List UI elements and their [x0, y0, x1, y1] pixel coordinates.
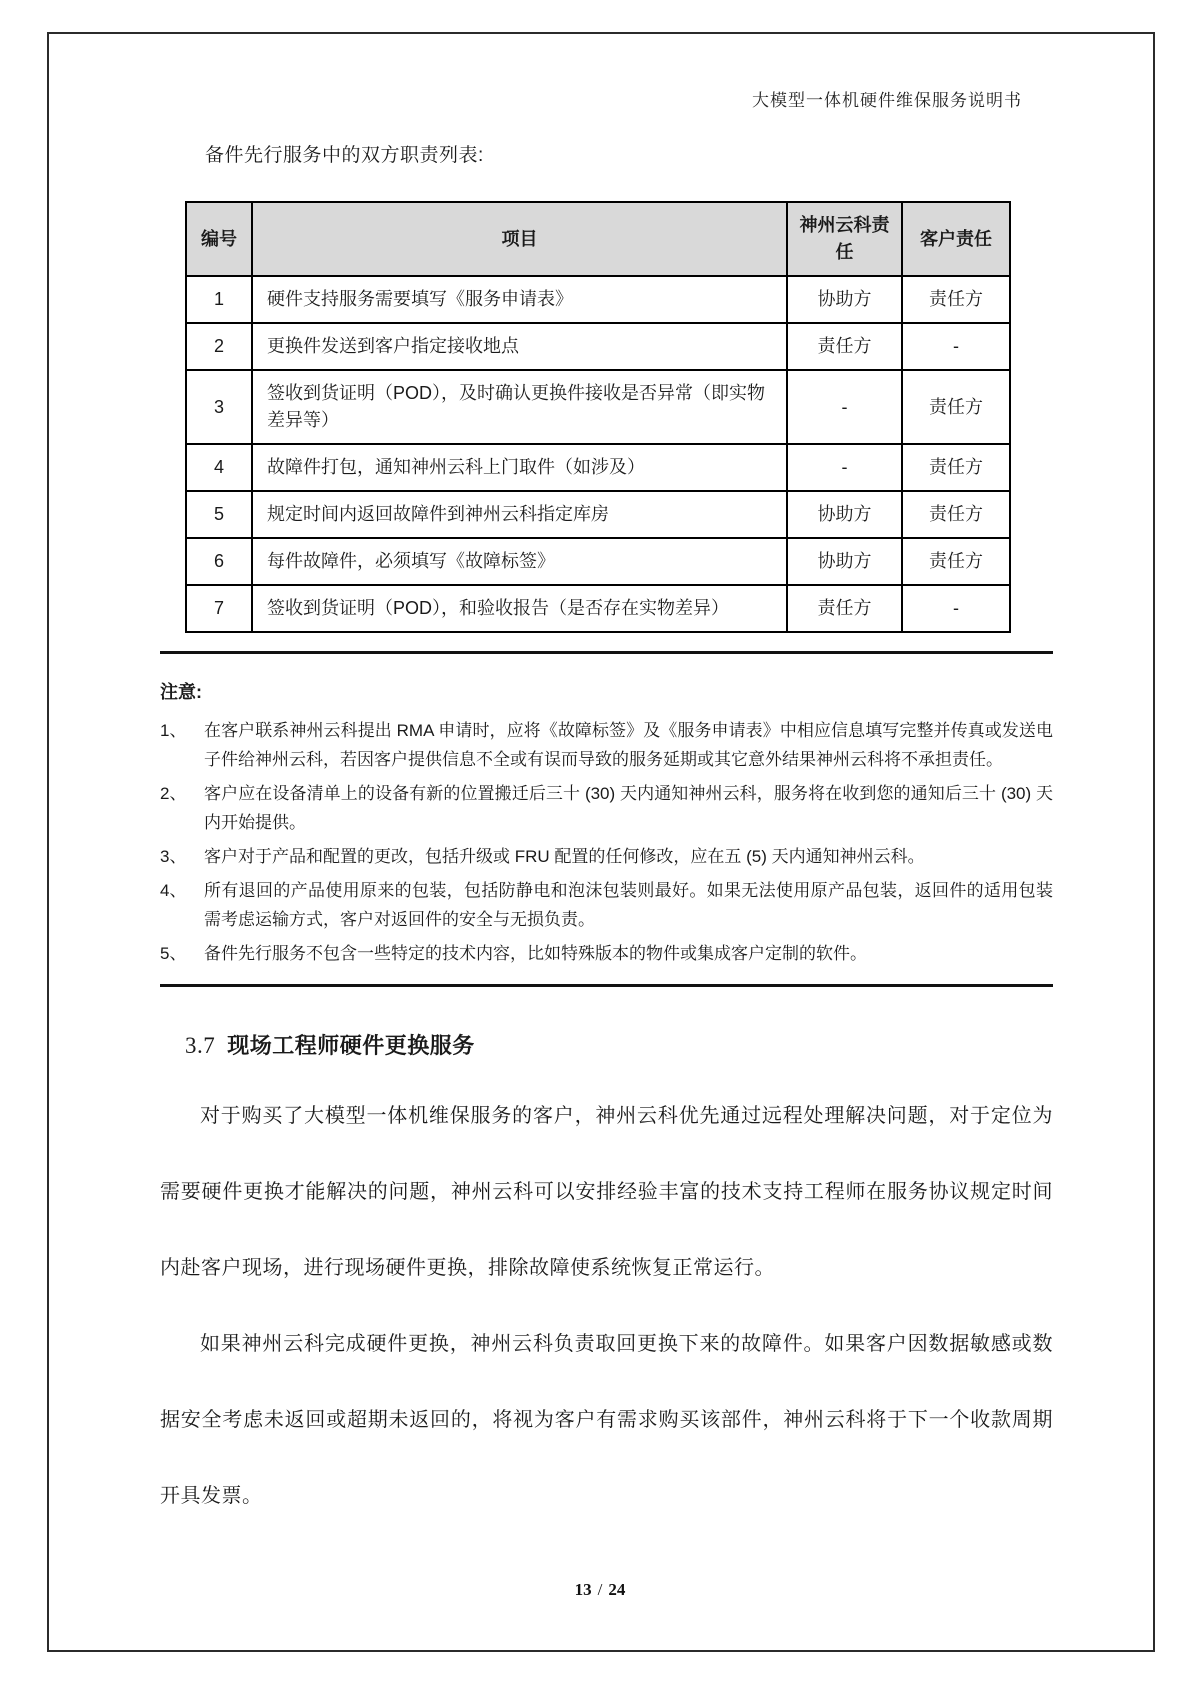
row-dyk-cell: 协助方 [787, 491, 902, 538]
row-dyk-cell: - [787, 370, 902, 444]
row-dyk-cell: 协助方 [787, 538, 902, 585]
total-page-count: 24 [608, 1580, 626, 1599]
row-item-cell: 规定时间内返回故障件到神州云科指定库房 [252, 491, 787, 538]
col-header-dyk-responsibility: 神州云科责任 [787, 202, 902, 276]
row-dyk-cell: - [787, 444, 902, 491]
note-item [160, 939, 1053, 968]
row-dyk-cell: 责任方 [787, 323, 902, 370]
row-item-cell: 每件故障件，必须填写《故障标签》 [252, 538, 787, 585]
row-customer-cell: - [902, 585, 1010, 632]
note-item-text: 备件先行服务不包含一些特定的技术内容，比如特殊版本的物件或集成客户定制的软件。 [204, 944, 867, 963]
table-row [186, 276, 1010, 323]
row-customer-cell: 责任方 [902, 370, 1010, 444]
row-dyk-cell: 责任方 [787, 585, 902, 632]
note-item-text: 客户对于产品和配置的更改，包括升级或 FRU 配置的任何修改，应在五 (5) 天内通知神州云科。 [204, 847, 925, 866]
table-row [186, 444, 1010, 491]
row-dyk-cell: 协助方 [787, 276, 902, 323]
table-row [186, 370, 1010, 444]
page-content [160, 140, 1053, 1534]
row-customer-cell: 责任方 [902, 538, 1010, 585]
note-item [160, 779, 1053, 837]
row-item-cell: 更换件发送到客户指定接收地点 [252, 323, 787, 370]
row-number-cell: 6 [186, 538, 252, 585]
col-header-customer-responsibility: 客户责任 [902, 202, 1010, 276]
note-item-number: 4、 [160, 881, 187, 900]
section-heading [185, 1029, 1053, 1060]
row-item-cell: 故障件打包，通知神州云科上门取件（如涉及） [252, 444, 787, 491]
note-item-number: 1、 [160, 721, 187, 740]
row-customer-cell: 责任方 [902, 491, 1010, 538]
row-customer-cell: 责任方 [902, 444, 1010, 491]
page-number-separator: / [597, 1580, 603, 1599]
divider-rule-top [160, 651, 1053, 654]
row-number-cell: 1 [186, 276, 252, 323]
note-item-number: 5、 [160, 944, 187, 963]
row-number-cell: 5 [186, 491, 252, 538]
note-item [160, 842, 1053, 871]
row-item-cell: 签收到货证明（POD），及时确认更换件接收是否异常（即实物差异等） [252, 370, 787, 444]
document-header-title: 大模型一体机硬件维保服务说明书 [752, 91, 1022, 110]
col-header-number: 编号 [186, 202, 252, 276]
table-header [186, 202, 1010, 276]
body-paragraph-1: 对于购买了大模型一体机维保服务的客户，神州云科优先通过远程处理解决问题，对于定位为需要硬件更换才能解决的问题，神州云科可以安排经验丰富的技术支持工程师在服务协议规定时间内赴客户现场，进行现场硬件更换，排除故障使系统恢复正常运行。 [160, 1105, 1053, 1279]
section-number: 3.7 [185, 1033, 216, 1058]
notes-list [160, 716, 1053, 968]
row-number-cell: 3 [186, 370, 252, 444]
note-item [160, 716, 1053, 774]
table-row [186, 538, 1010, 585]
row-number-cell: 2 [186, 323, 252, 370]
divider-rule-bottom [160, 984, 1053, 987]
body-paragraph-2: 如果神州云科完成硬件更换，神州云科负责取回更换下来的故障件。如果客户因数据敏感或数据安全考虑未返回或超期未返回的，将视为客户有需求购买该部件，神州云科将于下一个收款周期开具发票。 [160, 1333, 1053, 1507]
row-customer-cell: - [902, 323, 1010, 370]
row-number-cell: 4 [186, 444, 252, 491]
page-number-footer [0, 1580, 1200, 1600]
col-header-item: 项目 [252, 202, 787, 276]
row-customer-cell: 责任方 [902, 276, 1010, 323]
notes-label: 注意: [160, 682, 202, 702]
row-number-cell: 7 [186, 585, 252, 632]
note-item-number: 3、 [160, 847, 187, 866]
table-body [186, 276, 1010, 632]
note-item-number: 2、 [160, 784, 187, 803]
row-item-cell: 硬件支持服务需要填写《服务申请表》 [252, 276, 787, 323]
table-row [186, 491, 1010, 538]
table-row [186, 323, 1010, 370]
note-item-text: 在客户联系神州云科提出 RMA 申请时，应将《故障标签》及《服务申请表》中相应信息填写完整并传真或发送电子件给神州云科，若因客户提供信息不全或有误而导致的服务延期或其它意外结果神州云科将不承担责任。 [204, 721, 1053, 769]
note-item [160, 876, 1053, 934]
note-item-text: 所有退回的产品使用原来的包装，包括防静电和泡沫包装则最好。如果无法使用原产品包装，返回件的适用包装需考虑运输方式，客户对返回件的安全与无损负责。 [204, 881, 1053, 929]
section-title: 现场工程师硬件更换服务 [227, 1033, 475, 1058]
table-row [186, 585, 1010, 632]
responsibilities-table [185, 201, 1011, 633]
current-page-number: 13 [574, 1580, 592, 1599]
row-item-cell: 签收到货证明（POD），和验收报告（是否存在实物差异） [252, 585, 787, 632]
intro-text: 备件先行服务中的双方职责列表: [205, 145, 484, 166]
note-item-text: 客户应在设备清单上的设备有新的位置搬迁后三十 (30) 天内通知神州云科，服务将在收到您的通知后三十 (30) 天内开始提供。 [204, 784, 1053, 832]
